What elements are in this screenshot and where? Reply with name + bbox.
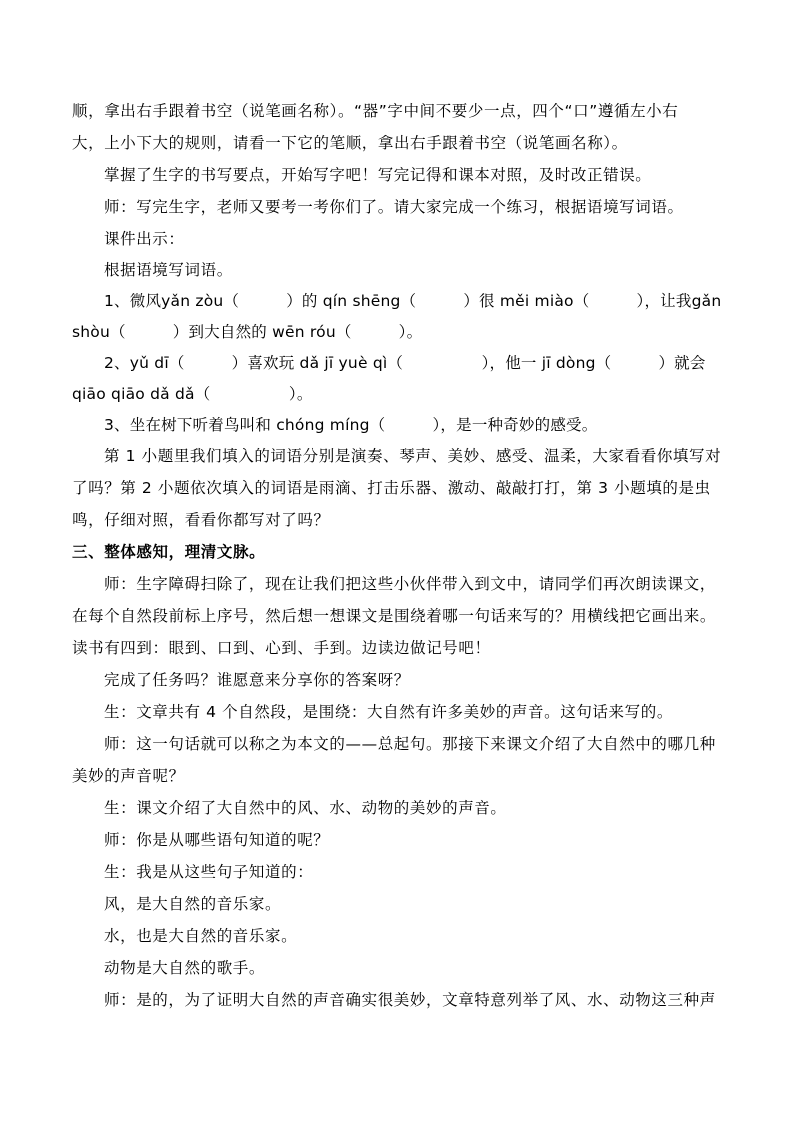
text-line: 动物是大自然的歌手。 — [104, 959, 266, 977]
text-line: 根据语境写词语。 — [104, 261, 233, 279]
exercise-item: 1、微风yǎn zòu（ ）的 qín shēng（ ）很 měi miào（ ），让我gǎn — [104, 292, 722, 310]
text-line: 生：我是从这些句子知道的： — [104, 863, 314, 881]
text-line: 生：课文介绍了大自然中的风、水、动物的美妙的声音。 — [104, 799, 507, 817]
text-line: 水，也是大自然的音乐家。 — [104, 927, 298, 945]
text-line: 读书有四到：眼到、口到、心到、手到。边读边做记号吧！ — [72, 639, 491, 657]
text-line: 师：生字障碍扫除了，现在让我们把这些小伙伴带入到文中，请同学们再次朗读课文， — [104, 575, 716, 593]
exercise-item: shòu（ ）到大自然的 wēn róu（ ）。 — [72, 323, 423, 341]
section-heading: 三、整体感知，理清文脉。 — [72, 543, 266, 561]
text-line: 完成了任务吗？谁愿意来分享你的答案呀？ — [104, 671, 410, 689]
text-line: 在每个自然段前标上序号，然后想一想课文是围绕着哪一句话来写的？用横线把它画出来。 — [72, 607, 717, 625]
text-line: 师：写完生字，老师又要考一考你们了。请大家完成一个练习，根据语境写词语。 — [104, 198, 684, 216]
text-line: 鸣，仔细对照，看看你都写对了吗？ — [72, 511, 330, 529]
exercise-item: 2、yǔ dī（ ）喜欢玩 dǎ jī yuè qì（ ），他一 jī dòng（ ）就会 — [104, 354, 706, 372]
text-line: 师：是的，为了证明大自然的声音确实很美妙，文章特意列举了风、水、动物这三种声 — [104, 991, 716, 1009]
text-line: 师：这一句话就可以称之为本文的——总起句。那接下来课文介绍了大自然中的哪几种 — [104, 735, 716, 753]
text-line: 了吗？第 2 小题依次填入的词语是雨滴、打击乐器、激动、敲敲打打，第 3 小题填的是虫 — [72, 479, 711, 497]
exercise-item: 3、坐在树下听着鸟叫和 chóng míng（ ），是一种奇妙的感受。 — [104, 416, 598, 434]
exercise-item: qiāo qiāo dǎ dǎ（ ）。 — [72, 385, 313, 403]
text-line: 掌握了生字的书写要点，开始写字吧！写完记得和课本对照，及时改正错误。 — [104, 166, 652, 184]
text-line: 美妙的声音呢？ — [72, 767, 185, 785]
text-line: 风，是大自然的音乐家。 — [104, 895, 282, 913]
text-line: 师：你是从哪些语句知道的呢？ — [104, 831, 330, 849]
text-line: 顺，拿出右手跟着书空（说笔画名称）。“器”字中间不要少一点，四个“口”遵循左小右 — [72, 102, 679, 120]
text-line: 课件出示： — [104, 230, 185, 248]
text-line: 生：文章共有 4 个自然段，是围绕：大自然有许多美妙的声音。这句话来写的。 — [104, 703, 673, 721]
text-line: 大，上小下大的规则，请看一下它的笔顺，拿出右手跟着书空（说笔画名称）。 — [72, 134, 628, 152]
text-line: 第 1 小题里我们填入的词语分别是演奏、琴声、美妙、感受、温柔，大家看看你填写对 — [104, 447, 722, 465]
